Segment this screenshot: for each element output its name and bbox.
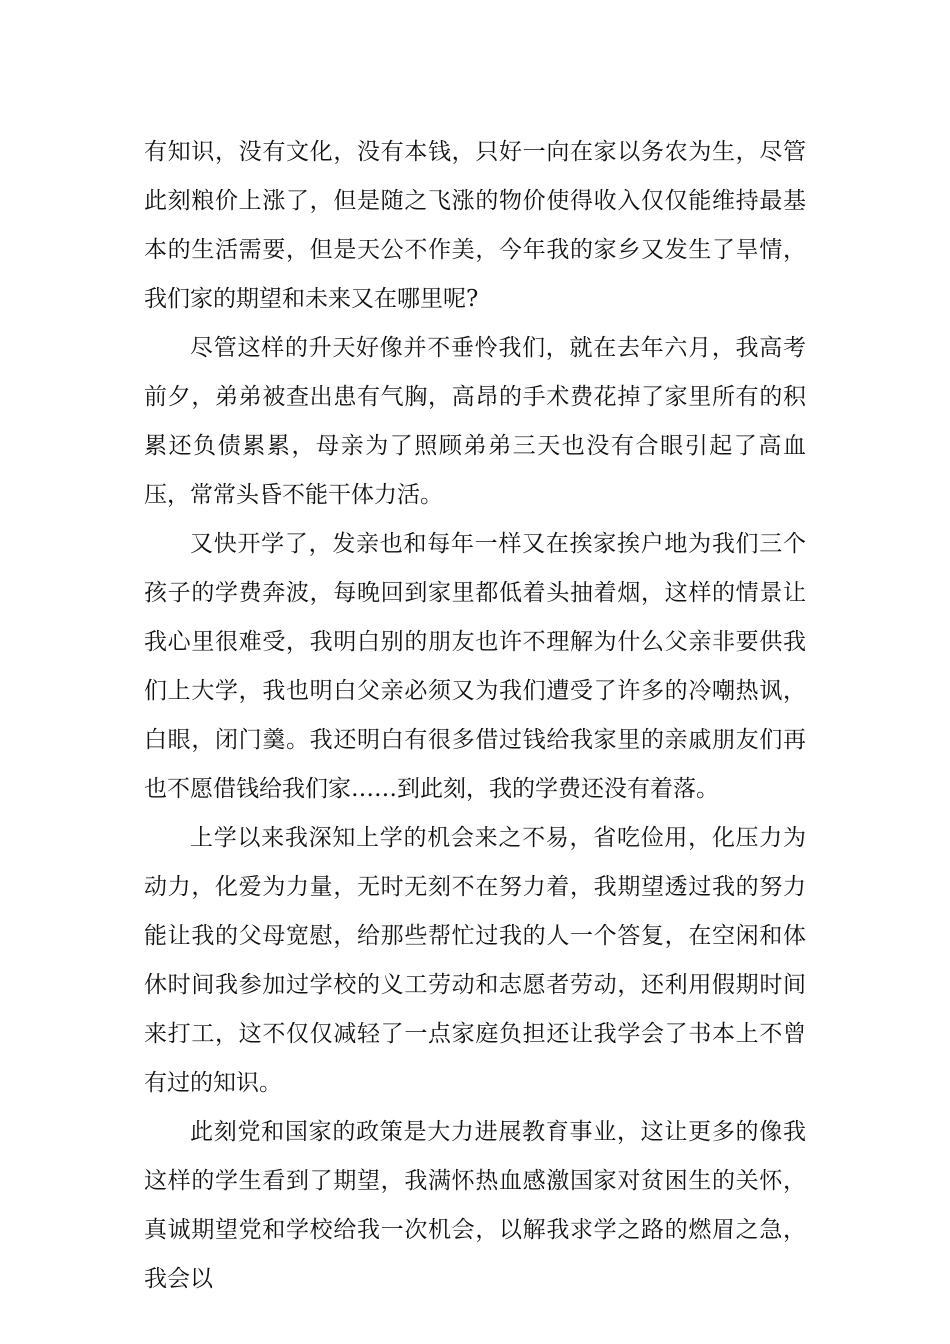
paragraph-brother-illness: 尽管这样的升天好像并不垂怜我们，就在去年六月，我高考前夕，弟弟被查出患有气胸，高昂的手术费花掉了家里所有的积累还负债累累，母亲为了照顾弟弟三天也没有合眼引起了高血压，常常头昏不能干体力活。 <box>144 335 806 508</box>
paragraph-tuition-struggle: 又快开学了，发亲也和每年一样又在挨家挨户地为我们三个孩子的学费奔波，每晚回到家里都低着头抽着烟，这样的情景让我心里很难受，我明白别的朋友也许不理解为什么父亲非要供我们上大学，我也明白父亲必须又为我们遭受了许多的冷嘲热讽，白眼，闭门羹。我还明白有很多借过钱给我家里的亲戚朋友们再也不愿借钱给我们家……到此刻，我的学费还没有着落。 <box>144 531 806 802</box>
paragraph-study-effort: 上学以来我深知上学的机会来之不易，省吃俭用，化压力为动力，化爱为力量，无时无刻不在努力着，我期望透过我的努力能让我的父母宽慰，给那些帮忙过我的人一个答复，在空闲和体休时间我参加过学校的义工劳动和志愿者劳动，还利用假期时间来打工，这不仅仅减轻了一点家庭负担还让我学会了书本上不曾有过的知识。 <box>144 825 806 1096</box>
paragraph-continuation: 有知识，没有文化，没有本钱，只好一向在家以务农为生，尽管此刻粮价上涨了，但是随之飞涨的物价使得收入仅仅能维持最基本的生活需要，但是天公不作美，今年我的家乡又发生了旱情，我们家的期望和未来又在哪里呢? <box>144 139 806 312</box>
document-body <box>144 128 806 1304</box>
paragraph-policy-request: 此刻党和国家的政策是大力进展教育事业，这让更多的像我这样的学生看到了期望，我满怀热血感激国家对贫困生的关怀，真诚期望党和学校给我一次机会，以解我求学之路的燃眉之急，我会以 <box>144 1119 806 1292</box>
